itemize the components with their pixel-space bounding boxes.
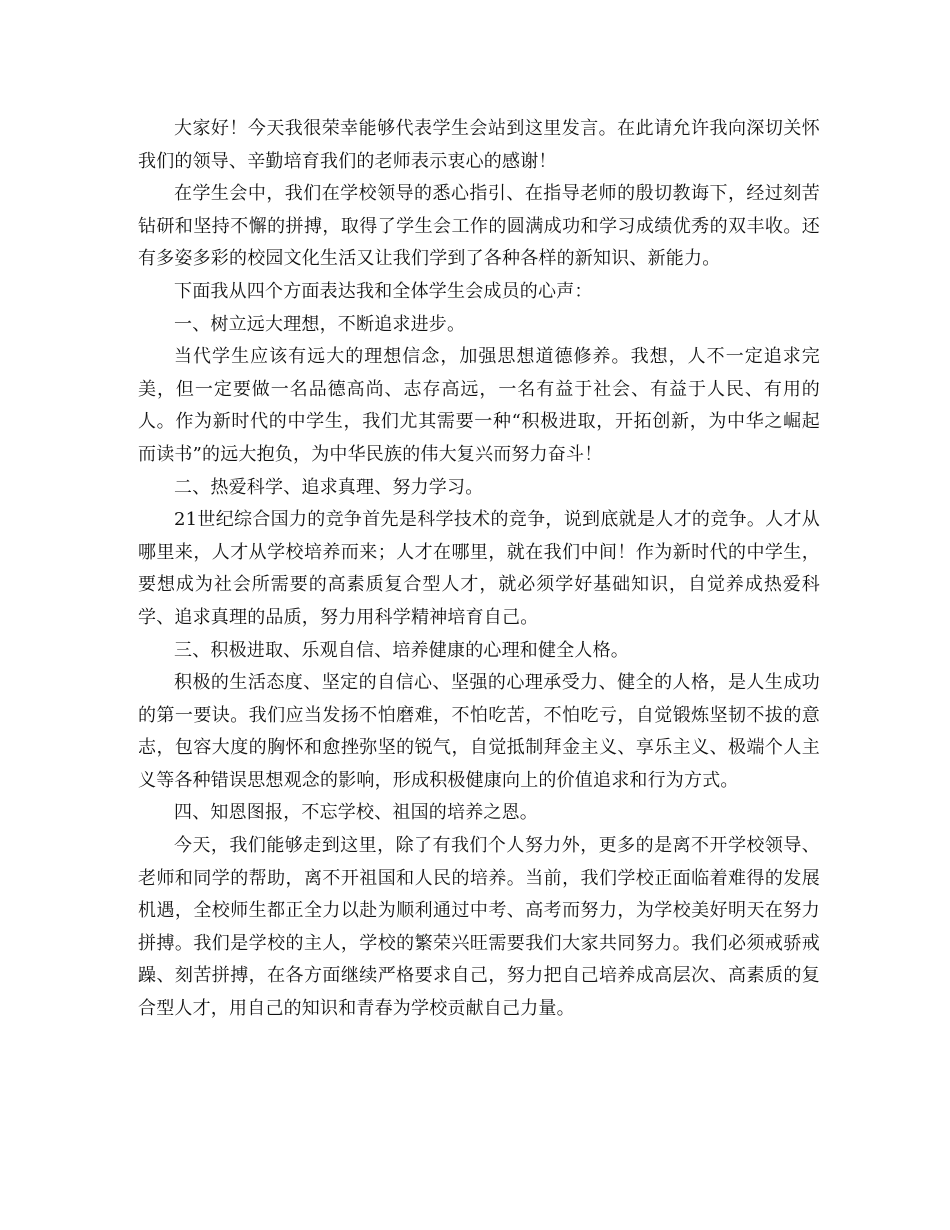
heading-aspect-two: 二、热爱科学、追求真理、努力学习。 — [174, 476, 484, 498]
paragraph-aspect-two: 21世纪综合国力的竞争首先是科学技术的竞争，说到底就是人才的竞争。人才从哪里来，人才从学校培养而来；人才在哪里，就在我们中间！作为新时代的中学生，要想成为社会所需要的高素质复合型人才，就必须学好基础知识，自觉养成热爱科学、追求真理的品质，努力用科学精神培育自己。 — [138, 509, 820, 628]
speech-body — [138, 113, 820, 1026]
paragraph-aspect-four: 今天，我们能够走到这里，除了有我们个人努力外，更多的是离不开学校领导、老师和同学的帮助，离不开祖国和人民的培养。当前，我们学校正面临着难得的发展机遇，全校师生都正全力以赴为顺利通过中考、高考而努力，为学校美好明天在努力拼搏。我们是学校的主人，学校的繁荣兴旺需要我们大家共同努力。我们必须戒骄戒躁、刻苦拼搏，在各方面继续严格要求自己，努力把自己培养成高层次、高素质的复合型人才，用自己的知识和青春为学校贡献自己力量。 — [138, 835, 820, 1020]
paragraph-aspect-three: 积极的生活态度、坚定的自信心、坚强的心理承受力、健全的人格，是人生成功的第一要诀。我们应当发扬不怕磨难，不怕吃苦，不怕吃亏，自觉锻炼坚韧不拔的意志，包容大度的胸怀和愈挫弥坚的锐气，自觉抵制拜金主义、享乐主义、极端个人主义等各种错误思想观念的影响，形成积极健康向上的价值追求和行为方式。 — [138, 672, 820, 791]
heading-aspect-three: 三、积极进取、乐观自信、培养健康的心理和健全人格。 — [174, 639, 629, 661]
paragraph-greeting: 大家好！今天我很荣幸能够代表学生会站到这里发言。在此请允许我向深切关怀我们的领导、辛勤培育我们的老师表示衷心的感谢！ — [138, 118, 820, 172]
paragraph-intro-four-aspects: 下面我从四个方面表达我和全体学生会成员的心声： — [174, 280, 593, 302]
paragraph-student-union: 在学生会中，我们在学校领导的悉心指引、在指导老师的殷切教诲下，经过刻苦钻研和坚持不懈的拼搏，取得了学生会工作的圆满成功和学习成绩优秀的双丰收。还有多姿多彩的校园文化生活又让我们学到了各种各样的新知识、新能力。 — [138, 183, 820, 270]
paragraph-aspect-one: 当代学生应该有远大的理想信念，加强思想道德修养。我想，人不一定追求完美，但一定要做一名品德高尚、志存高远，一名有益于社会、有益于人民、有用的人。作为新时代的中学生，我们尤其需要一种“积极进取，开拓创新，为中华之崛起而读书”的远大抱负，为中华民族的伟大复兴而努力奋斗！ — [138, 346, 820, 465]
heading-aspect-one: 一、树立远大理想，不断追求进步。 — [174, 313, 466, 335]
heading-aspect-four: 四、知恩图报，不忘学校、祖国的培养之恩。 — [174, 802, 538, 824]
